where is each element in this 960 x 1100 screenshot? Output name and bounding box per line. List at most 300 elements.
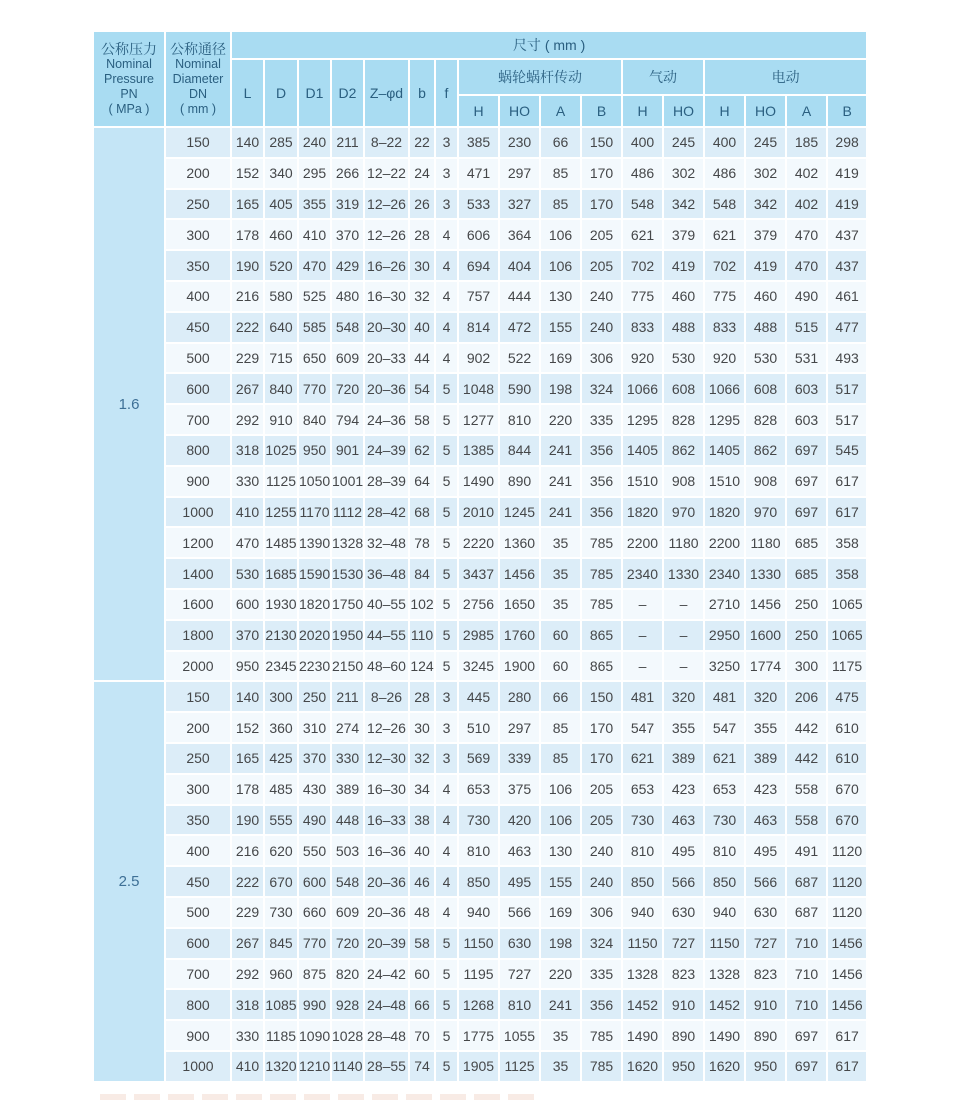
data-cell: 240 — [582, 282, 621, 311]
data-cell: 205 — [582, 220, 621, 249]
data-cell: 4 — [436, 775, 457, 804]
data-cell: 697 — [787, 1021, 826, 1050]
data-cell: 12–22 — [365, 159, 408, 188]
data-cell: 1456 — [828, 929, 866, 958]
data-cell: 810 — [500, 990, 539, 1019]
data-cell: 292 — [232, 960, 263, 989]
dn-cell: 1400 — [166, 559, 230, 588]
data-cell: 630 — [664, 898, 703, 927]
data-cell: 229 — [232, 898, 263, 927]
data-cell: 475 — [828, 682, 866, 711]
data-cell: 1085 — [265, 990, 297, 1019]
data-cell: 241 — [541, 467, 580, 496]
data-cell: 471 — [459, 159, 498, 188]
data-cell: 36–48 — [365, 559, 408, 588]
data-cell: 130 — [541, 836, 580, 865]
data-cell: 920 — [623, 344, 662, 373]
data-cell: 3 — [436, 713, 457, 742]
data-cell: 875 — [299, 960, 330, 989]
data-cell: 310 — [299, 713, 330, 742]
data-cell: 1320 — [265, 1052, 297, 1081]
data-cell: 442 — [787, 744, 826, 773]
data-cell: 140 — [232, 682, 263, 711]
data-cell: 1277 — [459, 405, 498, 434]
data-cell: 297 — [500, 159, 539, 188]
data-cell: 522 — [500, 344, 539, 373]
data-cell: 4 — [436, 282, 457, 311]
data-cell: 1490 — [459, 467, 498, 496]
data-cell: 820 — [332, 960, 363, 989]
data-cell: 335 — [582, 405, 621, 434]
data-cell: 8–26 — [365, 682, 408, 711]
data-cell: 35 — [541, 1052, 580, 1081]
data-cell: 1390 — [299, 528, 330, 557]
data-cell: 730 — [459, 806, 498, 835]
header-col-f: f — [436, 60, 457, 126]
data-cell: 1452 — [623, 990, 662, 1019]
pn-value-cell: 1.6 — [94, 128, 164, 680]
data-cell: 16–33 — [365, 806, 408, 835]
table-row — [94, 467, 866, 496]
data-cell: 960 — [265, 960, 297, 989]
data-cell: 356 — [582, 498, 621, 527]
data-cell: 862 — [746, 436, 785, 465]
data-cell: 940 — [705, 898, 744, 927]
data-cell: 606 — [459, 220, 498, 249]
data-cell: 54 — [410, 374, 434, 403]
data-cell: 460 — [664, 282, 703, 311]
data-cell: 4 — [436, 806, 457, 835]
data-cell: 485 — [265, 775, 297, 804]
data-cell: 155 — [541, 867, 580, 896]
data-cell: 1055 — [500, 1021, 539, 1050]
data-cell: 66 — [541, 128, 580, 157]
data-cell: 548 — [623, 190, 662, 219]
data-cell: 862 — [664, 436, 703, 465]
data-cell: 558 — [787, 775, 826, 804]
data-cell: 697 — [787, 467, 826, 496]
data-cell: 525 — [299, 282, 330, 311]
data-cell: 46 — [410, 867, 434, 896]
data-cell: 670 — [828, 806, 866, 835]
data-cell: 495 — [500, 867, 539, 896]
data-cell: – — [623, 652, 662, 681]
dn-cell: 1800 — [166, 621, 230, 650]
data-cell: 24–42 — [365, 960, 408, 989]
data-cell: 16–30 — [365, 775, 408, 804]
table-row — [94, 836, 866, 865]
data-cell: 545 — [828, 436, 866, 465]
data-cell: 3 — [436, 190, 457, 219]
dn-cell: 300 — [166, 220, 230, 249]
data-cell: 425 — [265, 744, 297, 773]
header-col-Zd: Z–φd — [365, 60, 408, 126]
data-cell: 580 — [265, 282, 297, 311]
data-cell: 510 — [459, 713, 498, 742]
pn-value-cell: 2.5 — [94, 682, 164, 1080]
data-cell: 385 — [459, 128, 498, 157]
data-cell: 30 — [410, 251, 434, 280]
data-cell: 702 — [623, 251, 662, 280]
data-cell: 610 — [828, 744, 866, 773]
data-cell: 297 — [500, 713, 539, 742]
data-cell: 2150 — [332, 652, 363, 681]
data-cell: 379 — [746, 220, 785, 249]
data-cell: 470 — [232, 528, 263, 557]
data-cell: 48–60 — [365, 652, 408, 681]
data-cell: 28–42 — [365, 498, 408, 527]
data-cell: 823 — [664, 960, 703, 989]
data-cell: 2345 — [265, 652, 297, 681]
data-cell: 32–48 — [365, 528, 408, 557]
dn-cell: 1000 — [166, 498, 230, 527]
data-cell: 1066 — [705, 374, 744, 403]
table-row — [94, 990, 866, 1019]
data-cell: 335 — [582, 960, 621, 989]
data-cell: 24–39 — [365, 436, 408, 465]
data-cell: 327 — [500, 190, 539, 219]
data-cell: 4 — [436, 836, 457, 865]
header-pn-line: Pressure — [103, 72, 155, 87]
data-cell: 1295 — [705, 405, 744, 434]
data-cell: 940 — [623, 898, 662, 927]
data-cell: 70 — [410, 1021, 434, 1050]
table-row — [94, 898, 866, 927]
data-cell: 2200 — [623, 528, 662, 557]
data-cell: 910 — [664, 990, 703, 1019]
data-cell: 1530 — [332, 559, 363, 588]
data-cell: 216 — [232, 282, 263, 311]
data-cell: 558 — [787, 806, 826, 835]
data-cell: 24–48 — [365, 990, 408, 1019]
data-cell: 140 — [232, 128, 263, 157]
data-cell: 569 — [459, 744, 498, 773]
data-cell: 5 — [436, 621, 457, 650]
data-cell: 1328 — [623, 960, 662, 989]
data-cell: 950 — [746, 1052, 785, 1081]
data-cell: 1125 — [265, 467, 297, 496]
data-cell: 58 — [410, 405, 434, 434]
data-cell: 60 — [541, 652, 580, 681]
data-cell: 250 — [787, 621, 826, 650]
data-cell: 358 — [828, 528, 866, 557]
data-cell: 442 — [787, 713, 826, 742]
data-cell: 1065 — [828, 590, 866, 619]
data-cell: 910 — [265, 405, 297, 434]
data-cell: 220 — [541, 405, 580, 434]
header-electric-HO: HO — [746, 96, 785, 126]
data-cell: 150 — [582, 682, 621, 711]
data-cell: 517 — [828, 374, 866, 403]
data-cell: 30 — [410, 713, 434, 742]
data-cell: 400 — [705, 128, 744, 157]
dn-cell: 900 — [166, 1021, 230, 1050]
data-cell: 400 — [623, 128, 662, 157]
data-cell: 493 — [828, 344, 866, 373]
data-cell: 66 — [541, 682, 580, 711]
data-cell: 477 — [828, 313, 866, 342]
data-cell: 62 — [410, 436, 434, 465]
data-cell: 1120 — [828, 867, 866, 896]
data-cell: 1065 — [828, 621, 866, 650]
data-cell: 470 — [787, 251, 826, 280]
data-cell: 222 — [232, 867, 263, 896]
data-cell: 318 — [232, 990, 263, 1019]
data-cell: 603 — [787, 405, 826, 434]
data-cell: 5 — [436, 528, 457, 557]
data-cell: 1245 — [500, 498, 539, 527]
data-cell: 16–30 — [365, 282, 408, 311]
data-cell: 34 — [410, 775, 434, 804]
data-cell: 170 — [582, 159, 621, 188]
header-group-pneumatic: 气动 — [623, 60, 703, 94]
data-cell: 28 — [410, 220, 434, 249]
table-row — [94, 806, 866, 835]
data-cell: 2130 — [265, 621, 297, 650]
data-cell: 785 — [582, 590, 621, 619]
data-cell: 950 — [232, 652, 263, 681]
data-cell: 437 — [828, 220, 866, 249]
data-cell: 548 — [332, 313, 363, 342]
data-cell: 1685 — [265, 559, 297, 588]
data-cell: 285 — [265, 128, 297, 157]
data-cell: 481 — [623, 682, 662, 711]
data-cell: 35 — [541, 559, 580, 588]
data-cell: 828 — [746, 405, 785, 434]
data-cell: 794 — [332, 405, 363, 434]
data-cell: 715 — [265, 344, 297, 373]
data-cell: 190 — [232, 251, 263, 280]
data-cell: 245 — [664, 128, 703, 157]
dn-cell: 350 — [166, 806, 230, 835]
data-cell: 370 — [299, 744, 330, 773]
data-cell: 653 — [459, 775, 498, 804]
data-cell: 2010 — [459, 498, 498, 527]
header-dn-line: Diameter — [172, 72, 224, 87]
table-row — [94, 1052, 866, 1081]
data-cell: 785 — [582, 528, 621, 557]
header-group-worm-gear: 蜗轮蜗杆传动 — [459, 60, 621, 94]
data-cell: 1180 — [746, 528, 785, 557]
data-cell: 5 — [436, 929, 457, 958]
table-row — [94, 559, 866, 588]
data-cell: 170 — [582, 713, 621, 742]
data-cell: 40 — [410, 836, 434, 865]
data-cell: 1330 — [746, 559, 785, 588]
table-header — [94, 32, 866, 126]
data-cell: 85 — [541, 190, 580, 219]
data-cell: 419 — [828, 159, 866, 188]
data-cell: 530 — [746, 344, 785, 373]
data-cell: 20–33 — [365, 344, 408, 373]
data-cell: 198 — [541, 929, 580, 958]
data-cell: 1405 — [705, 436, 744, 465]
data-cell: 770 — [299, 374, 330, 403]
data-cell: 1048 — [459, 374, 498, 403]
data-cell: 169 — [541, 344, 580, 373]
data-cell: 608 — [664, 374, 703, 403]
data-cell: 1330 — [664, 559, 703, 588]
data-cell: 280 — [500, 682, 539, 711]
data-cell: 480 — [332, 282, 363, 311]
data-cell: 4 — [436, 220, 457, 249]
dn-cell: 350 — [166, 251, 230, 280]
data-cell: 1066 — [623, 374, 662, 403]
data-cell: 1150 — [705, 929, 744, 958]
data-cell: 890 — [746, 1021, 785, 1050]
data-cell: 720 — [332, 374, 363, 403]
data-cell: 445 — [459, 682, 498, 711]
dn-cell: 600 — [166, 374, 230, 403]
data-cell: 908 — [664, 467, 703, 496]
data-cell: 850 — [459, 867, 498, 896]
data-cell: 410 — [232, 1052, 263, 1081]
data-cell: 1456 — [828, 960, 866, 989]
data-cell: 653 — [705, 775, 744, 804]
data-cell: 630 — [500, 929, 539, 958]
data-cell: 840 — [299, 405, 330, 434]
data-cell: 5 — [436, 652, 457, 681]
data-cell: 420 — [500, 806, 539, 835]
data-cell: 910 — [746, 990, 785, 1019]
data-cell: – — [623, 621, 662, 650]
data-cell: 970 — [746, 498, 785, 527]
data-cell: 419 — [664, 251, 703, 280]
data-cell: 241 — [541, 498, 580, 527]
header-nominal-pressure — [94, 32, 164, 126]
data-cell: 35 — [541, 528, 580, 557]
data-cell: 185 — [787, 128, 826, 157]
data-cell: 1268 — [459, 990, 498, 1019]
data-cell: 727 — [664, 929, 703, 958]
data-cell: 358 — [828, 559, 866, 588]
data-cell: 106 — [541, 251, 580, 280]
dn-cell: 250 — [166, 744, 230, 773]
data-cell: 3245 — [459, 652, 498, 681]
header-pneumatic-HO: HO — [664, 96, 703, 126]
data-cell: 20–36 — [365, 867, 408, 896]
data-cell: 402 — [787, 190, 826, 219]
data-cell: 1150 — [623, 929, 662, 958]
table-row — [94, 282, 866, 311]
data-cell: 640 — [265, 313, 297, 342]
data-cell: 621 — [623, 744, 662, 773]
header-worm-A: A — [541, 96, 580, 126]
data-cell: 470 — [299, 251, 330, 280]
data-cell: 844 — [500, 436, 539, 465]
table-row — [94, 1021, 866, 1050]
data-cell: 1328 — [705, 960, 744, 989]
data-cell: 2230 — [299, 652, 330, 681]
data-cell: 1774 — [746, 652, 785, 681]
data-cell: 1950 — [332, 621, 363, 650]
data-cell: 20–39 — [365, 929, 408, 958]
data-cell: 4 — [436, 867, 457, 896]
data-cell: 64 — [410, 467, 434, 496]
data-cell: 152 — [232, 159, 263, 188]
data-cell: 621 — [623, 220, 662, 249]
data-cell: 490 — [299, 806, 330, 835]
data-cell: 617 — [828, 498, 866, 527]
data-cell: 4 — [436, 313, 457, 342]
header-col-D: D — [265, 60, 297, 126]
data-cell: 770 — [299, 929, 330, 958]
data-cell: 495 — [664, 836, 703, 865]
data-cell: 20–36 — [365, 898, 408, 927]
data-cell: 106 — [541, 806, 580, 835]
data-cell: 670 — [828, 775, 866, 804]
data-cell: 24–36 — [365, 405, 408, 434]
data-cell: 274 — [332, 713, 363, 742]
data-cell: 908 — [746, 467, 785, 496]
data-cell: 1490 — [623, 1021, 662, 1050]
data-cell: 190 — [232, 806, 263, 835]
data-cell: 240 — [582, 836, 621, 865]
data-cell: 617 — [828, 1052, 866, 1081]
data-cell: 152 — [232, 713, 263, 742]
dn-cell: 450 — [166, 867, 230, 896]
data-cell: 814 — [459, 313, 498, 342]
data-cell: 292 — [232, 405, 263, 434]
data-cell: 28–55 — [365, 1052, 408, 1081]
data-cell: 609 — [332, 898, 363, 927]
data-cell: 840 — [265, 374, 297, 403]
data-cell: 530 — [232, 559, 263, 588]
data-cell: 710 — [787, 990, 826, 1019]
table-row — [94, 929, 866, 958]
data-cell: 730 — [705, 806, 744, 835]
data-cell: 785 — [582, 1021, 621, 1050]
data-cell: 1930 — [265, 590, 297, 619]
data-cell: 1170 — [299, 498, 330, 527]
data-cell: 865 — [582, 652, 621, 681]
data-cell: 306 — [582, 898, 621, 927]
data-cell: 697 — [787, 498, 826, 527]
data-cell: 730 — [623, 806, 662, 835]
data-cell: 1090 — [299, 1021, 330, 1050]
data-cell: 1385 — [459, 436, 498, 465]
data-cell: 35 — [541, 1021, 580, 1050]
data-cell: 35 — [541, 590, 580, 619]
data-cell: 1620 — [705, 1052, 744, 1081]
data-cell: 205 — [582, 806, 621, 835]
data-cell: 730 — [265, 898, 297, 927]
data-cell: 267 — [232, 929, 263, 958]
data-cell: 1900 — [500, 652, 539, 681]
data-cell: 630 — [746, 898, 785, 927]
data-cell: 170 — [582, 190, 621, 219]
data-cell: 230 — [500, 128, 539, 157]
dn-cell: 1200 — [166, 528, 230, 557]
data-cell: 1140 — [332, 1052, 363, 1081]
data-cell: 169 — [541, 898, 580, 927]
dn-cell: 200 — [166, 159, 230, 188]
data-cell: 566 — [500, 898, 539, 927]
data-cell: 355 — [299, 190, 330, 219]
data-cell: 170 — [582, 744, 621, 773]
table-row — [94, 128, 866, 157]
data-cell: 124 — [410, 652, 434, 681]
data-cell: 1820 — [623, 498, 662, 527]
data-cell: 1775 — [459, 1021, 498, 1050]
data-cell: 515 — [787, 313, 826, 342]
data-cell: 621 — [705, 220, 744, 249]
data-cell: 84 — [410, 559, 434, 588]
data-cell: 110 — [410, 621, 434, 650]
data-cell: 757 — [459, 282, 498, 311]
data-cell: 785 — [582, 559, 621, 588]
data-cell: 430 — [299, 775, 330, 804]
